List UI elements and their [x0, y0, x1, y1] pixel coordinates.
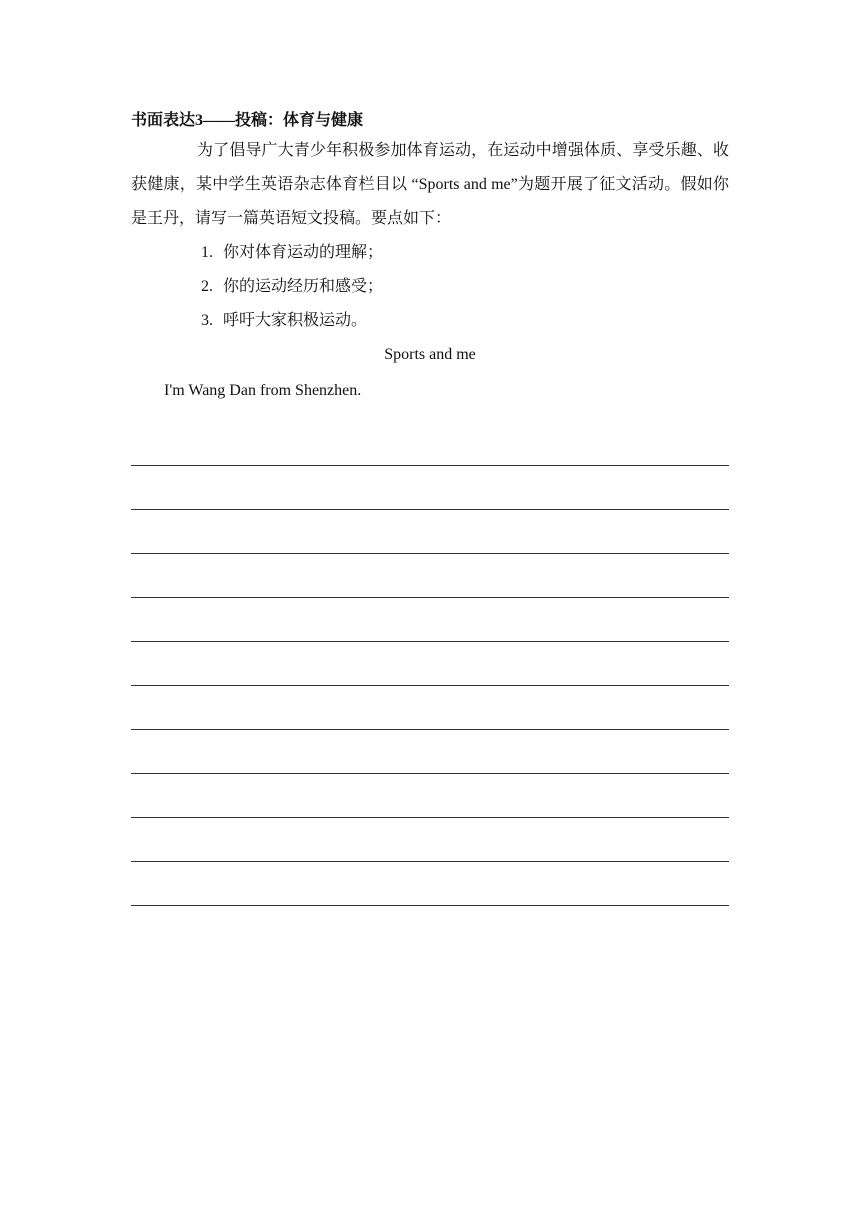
opening-sentence: I'm Wang Dan from Shenzhen. — [164, 382, 362, 399]
essay-title: Sports and me — [384, 346, 476, 363]
key-point-number: 2. — [201, 278, 213, 295]
answer-line — [131, 554, 729, 598]
answer-line — [131, 510, 729, 554]
worksheet — [131, 108, 729, 906]
answer-line — [131, 774, 729, 818]
answer-line — [131, 642, 729, 686]
answer-area — [131, 422, 729, 906]
key-points-list — [131, 236, 729, 338]
task-heading: 书面表达3——投稿：体育与健康 — [131, 112, 364, 129]
task-prompt: 为了倡导广大青少年积极参加体育运动，在运动中增强体质、享受乐趣、收获健康，某中学生英语杂志体育栏目以 “Sports and me”为题开展了征文活动。假如你是王丹，请写一篇英语短文投稿。要点如下： — [131, 142, 729, 227]
key-point — [201, 270, 729, 304]
key-point — [201, 236, 729, 270]
answer-line — [131, 730, 729, 774]
answer-line — [131, 686, 729, 730]
key-point-text: 呼吁大家积极运动。 — [223, 312, 368, 329]
answer-line — [131, 598, 729, 642]
answer-line — [131, 422, 729, 466]
answer-line — [131, 466, 729, 510]
key-point-text: 你的运动经历和感受； — [223, 278, 384, 295]
key-point-text: 你对体育运动的理解； — [223, 244, 384, 261]
key-point-number: 3. — [201, 312, 213, 329]
answer-line — [131, 862, 729, 906]
key-point — [201, 304, 729, 338]
answer-line — [131, 818, 729, 862]
key-point-number: 1. — [201, 244, 213, 261]
